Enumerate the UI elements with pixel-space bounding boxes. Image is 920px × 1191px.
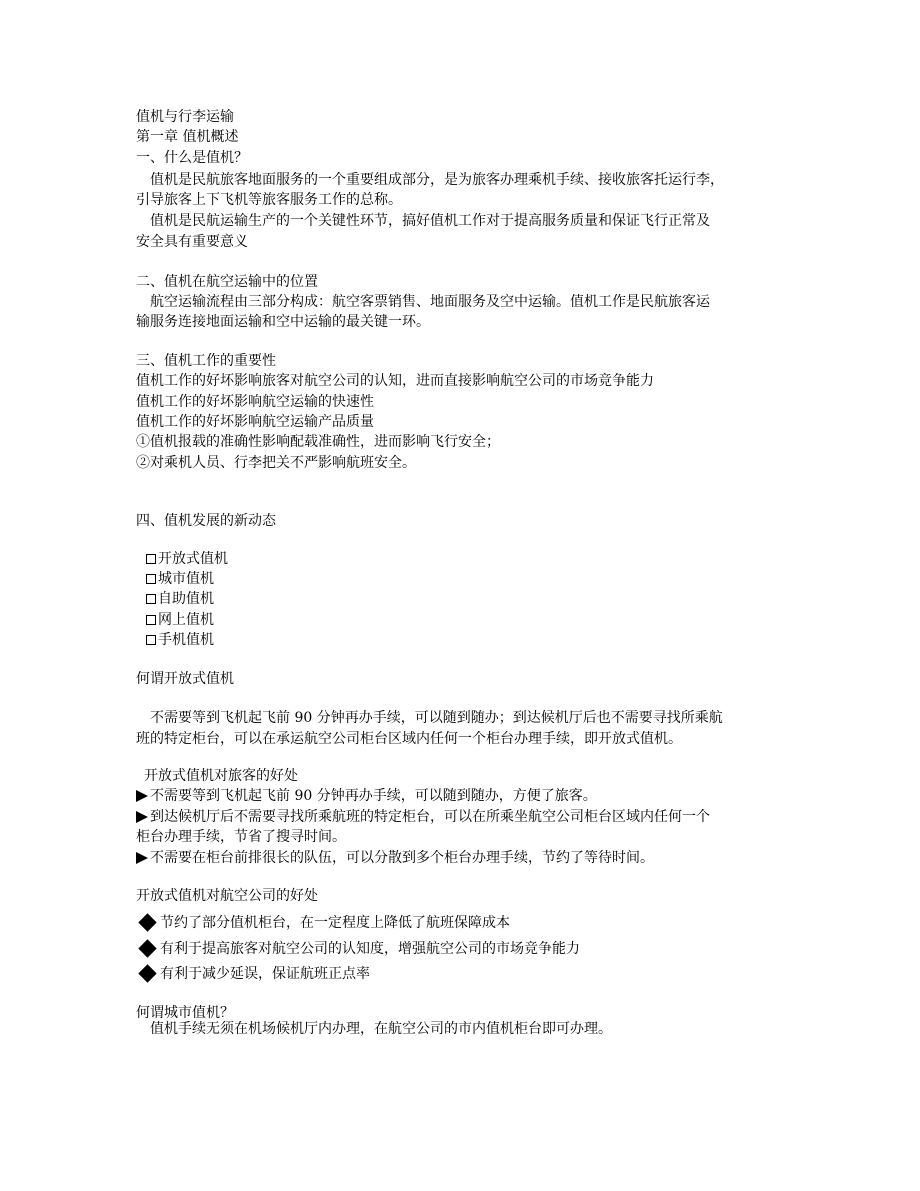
- list-item: 有利于提高旅客对航空公司的认知度，增强航空公司的市场竞争能力: [136, 939, 580, 959]
- diamond-bullet-icon: [138, 913, 156, 931]
- checkbox-icon: [146, 574, 156, 584]
- list-item: 有利于减少延误，保证航班正点率: [136, 964, 370, 984]
- arrow-bullet-icon: [136, 790, 148, 802]
- list-item: 值机工作的好坏影响旅客对航空公司的认知，进而直接影响航空公司的市场竞争能力: [136, 373, 654, 389]
- checkbox-icon: [146, 594, 156, 604]
- paragraph-line: 班的特定柜台，可以在承运航空公司柜台区域内任何一个柜台办理手续，即开放式值机。: [136, 731, 682, 747]
- list-item: 不需要在柜台前排很长的队伍，可以分散到多个柜台办理手续，节约了等待时间。: [136, 848, 654, 868]
- section-3-heading: 三、值机工作的重要性: [136, 353, 276, 369]
- checkbox-icon: [146, 615, 156, 625]
- checkbox-icon: [146, 554, 156, 564]
- subsection-heading: 开放式值机对旅客的好处: [144, 768, 298, 784]
- paragraph-line: 值机是民航运输生产的一个关键性环节，搞好值机工作对于提高服务质量和保证飞行正常及: [150, 213, 710, 229]
- chapter-heading: 第一章 值机概述: [136, 129, 239, 145]
- paragraph-line: 柜台办理手续，节省了搜寻时间。: [136, 829, 346, 845]
- list-item: 值机工作的好坏影响航空运输产品质量: [136, 414, 374, 430]
- subsection-heading: 何谓城市值机？: [136, 1005, 234, 1021]
- arrow-bullet-icon: [136, 811, 148, 823]
- paragraph-line: 值机是民航旅客地面服务的一个重要组成部分，是为旅客办理乘机手续、接收旅客托运行李，: [150, 172, 724, 188]
- list-item: 手机值机: [146, 630, 214, 650]
- paragraph-line: 值机手续无须在机场候机厅内办理，在航空公司的市内值机柜台即可办理。: [150, 1021, 612, 1037]
- diamond-bullet-icon: [138, 939, 156, 957]
- subsection-heading: 何谓开放式值机: [136, 671, 234, 687]
- section-1-heading: 一、什么是值机？: [136, 150, 248, 166]
- list-item: 节约了部分值机柜台，在一定程度上降低了航班保障成本: [136, 913, 510, 933]
- subsection-heading: 开放式值机对航空公司的好处: [136, 888, 318, 904]
- paragraph-line: 安全具有重要意义: [136, 234, 248, 250]
- document-title: 值机与行李运输: [136, 109, 234, 125]
- list-item: 自助值机: [146, 589, 214, 609]
- paragraph-line: 不需要等到飞机起飞前 90 分钟再办手续，可以随到随办；到达候机厅后也不需要寻找所乘航: [150, 710, 723, 726]
- section-2-heading: 二、值机在航空运输中的位置: [136, 274, 318, 290]
- paragraph-line: 航空运输流程由三部分构成：航空客票销售、地面服务及空中运输。值机工作是民航旅客运: [150, 294, 710, 310]
- list-item: 城市值机: [146, 569, 214, 589]
- section-4-heading: 四、值机发展的新动态: [136, 513, 276, 529]
- list-item: ②对乘机人员、行李把关不严影响航班安全。: [136, 455, 416, 471]
- list-item: 值机工作的好坏影响航空运输的快速性: [136, 394, 374, 410]
- paragraph-line: 输服务连接地面运输和空中运输的最关键一环。: [136, 314, 430, 330]
- checkbox-icon: [146, 635, 156, 645]
- list-item: 到达候机厅后不需要寻找所乘航班的特定柜台，可以在所乘坐航空公司柜台区域内任何一个: [136, 807, 710, 827]
- paragraph-line: 引导旅客上下飞机等旅客服务工作的总称。: [136, 192, 402, 208]
- arrow-bullet-icon: [136, 852, 148, 864]
- list-item: 网上值机: [146, 610, 214, 630]
- list-item: ①值机报载的准确性影响配载准确性，进而影响飞行安全；: [136, 434, 500, 450]
- list-item: 不需要等到飞机起飞前 90 分钟再办手续，可以随到随办，方便了旅客。: [136, 786, 597, 806]
- diamond-bullet-icon: [138, 964, 156, 982]
- list-item: 开放式值机: [146, 549, 228, 569]
